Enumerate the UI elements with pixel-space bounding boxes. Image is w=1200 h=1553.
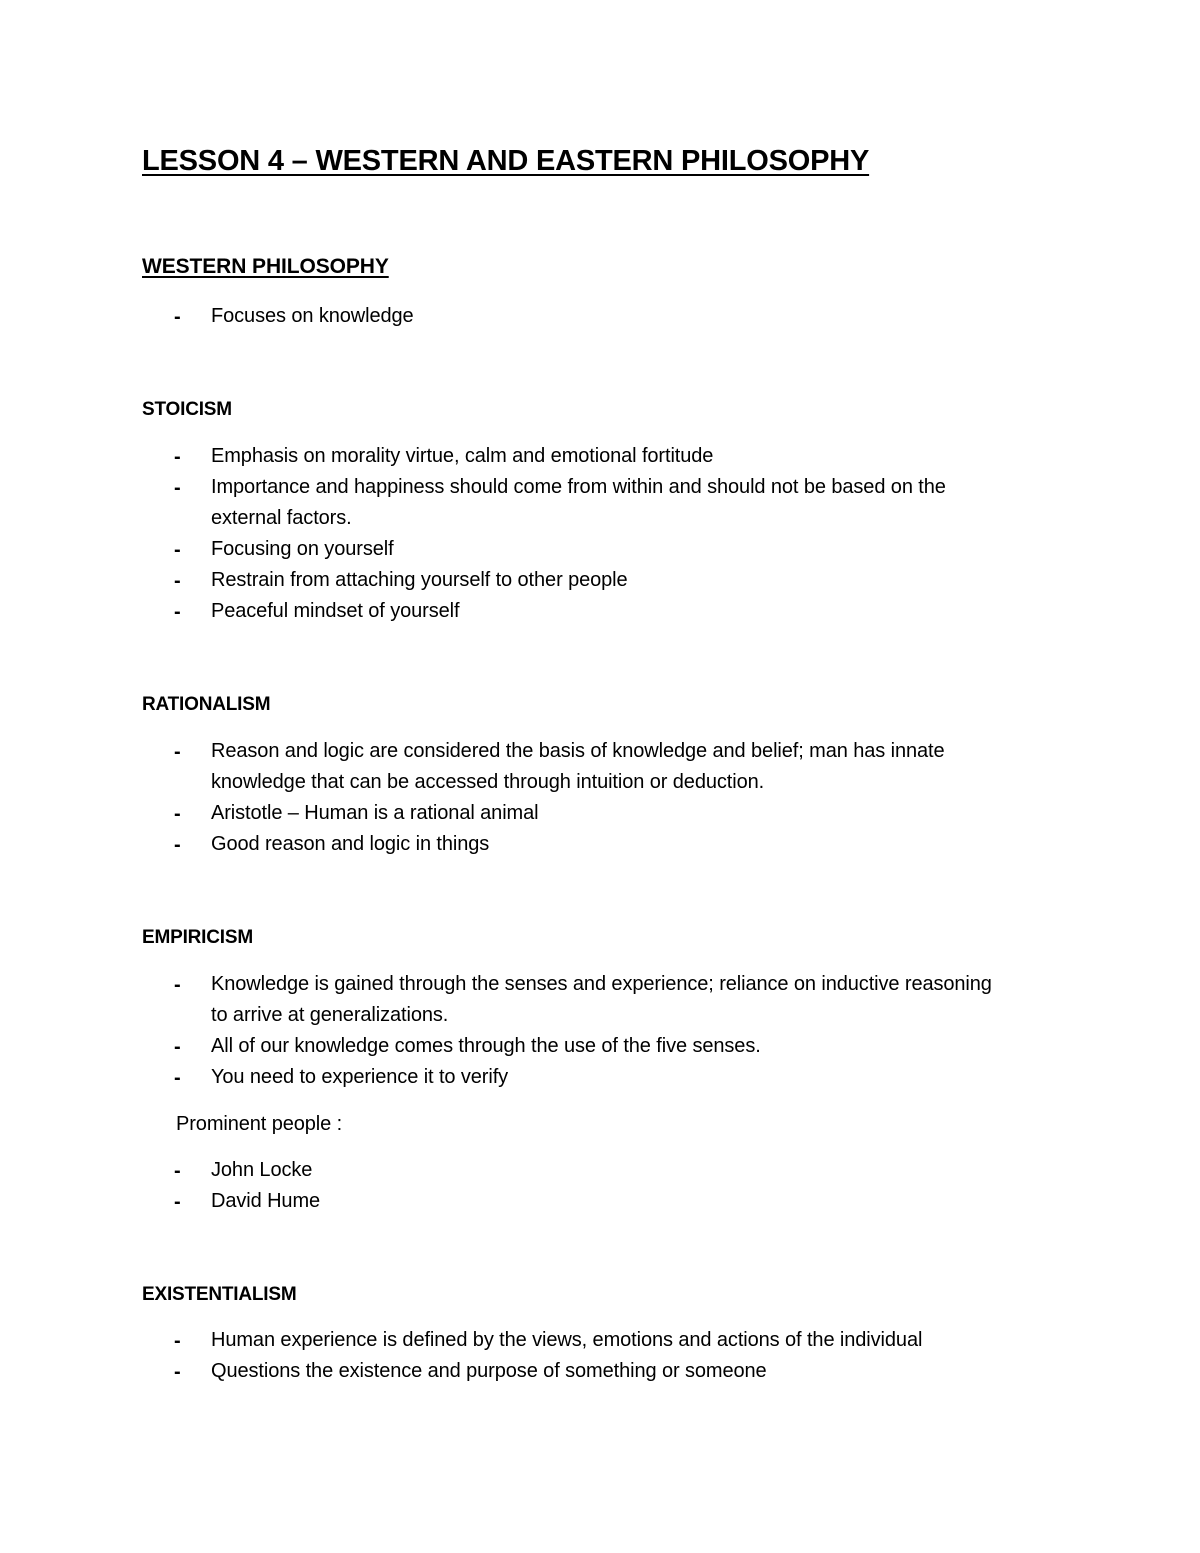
prominent-people-label: Prominent people : (176, 1113, 343, 1135)
list-item: Good reason and logic in things (211, 833, 490, 855)
list-item: All of our knowledge comes through the use of the five senses. (211, 1035, 761, 1057)
bullet-dash: - (174, 1330, 181, 1352)
list-item-continuation: external factors. (211, 507, 352, 529)
bullet-dash: - (174, 1067, 181, 1089)
list-item: Emphasis on morality virtue, calm and emotional fortitude (211, 445, 714, 467)
list-item-continuation: knowledge that can be accessed through intuition or deduction. (211, 771, 765, 793)
list-item-person: John Locke (211, 1159, 313, 1181)
list-item-continuation: to arrive at generalizations. (211, 1004, 449, 1026)
list-item: Focusing on yourself (211, 538, 394, 560)
section-heading-western: WESTERN PHILOSOPHY (142, 255, 389, 278)
list-item: You need to experience it to verify (211, 1066, 509, 1088)
list-item: Knowledge is gained through the senses and experience; reliance on inductive reasoning (211, 973, 992, 995)
list-item: Peaceful mindset of yourself (211, 600, 460, 622)
bullet-dash: - (174, 570, 181, 592)
list-item: Human experience is defined by the views, emotions and actions of the individual (211, 1329, 923, 1351)
bullet-dash: - (174, 741, 181, 763)
section-heading-existentialism: EXISTENTIALISM (142, 1284, 297, 1305)
list-item-person: David Hume (211, 1190, 321, 1212)
section-heading-stoicism: STOICISM (142, 399, 232, 420)
bullet-dash: - (174, 601, 181, 623)
list-item: Reason and logic are considered the basis of knowledge and belief; man has innate (211, 740, 945, 762)
bullet-dash: - (174, 1160, 181, 1182)
bullet-dash: - (174, 1036, 181, 1058)
list-item: Focuses on knowledge (211, 305, 414, 327)
bullet-dash: - (174, 477, 181, 499)
bullet-dash: - (174, 1191, 181, 1213)
list-item: Importance and happiness should come from within and should not be based on the (211, 476, 946, 498)
bullet-dash: - (174, 539, 181, 561)
list-item: Aristotle – Human is a rational animal (211, 802, 539, 824)
section-heading-empiricism: EMPIRICISM (142, 927, 253, 948)
bullet-dash: - (174, 974, 181, 996)
bullet-dash: - (174, 446, 181, 468)
bullet-dash: - (174, 834, 181, 856)
bullet-dash: - (174, 306, 181, 328)
list-item: Questions the existence and purpose of something or someone (211, 1360, 767, 1382)
section-heading-rationalism: RATIONALISM (142, 694, 271, 715)
bullet-dash: - (174, 1361, 181, 1383)
list-item: Restrain from attaching yourself to other people (211, 569, 628, 591)
page-title: LESSON 4 – WESTERN AND EASTERN PHILOSOPHY (142, 145, 870, 177)
bullet-dash: - (174, 803, 181, 825)
